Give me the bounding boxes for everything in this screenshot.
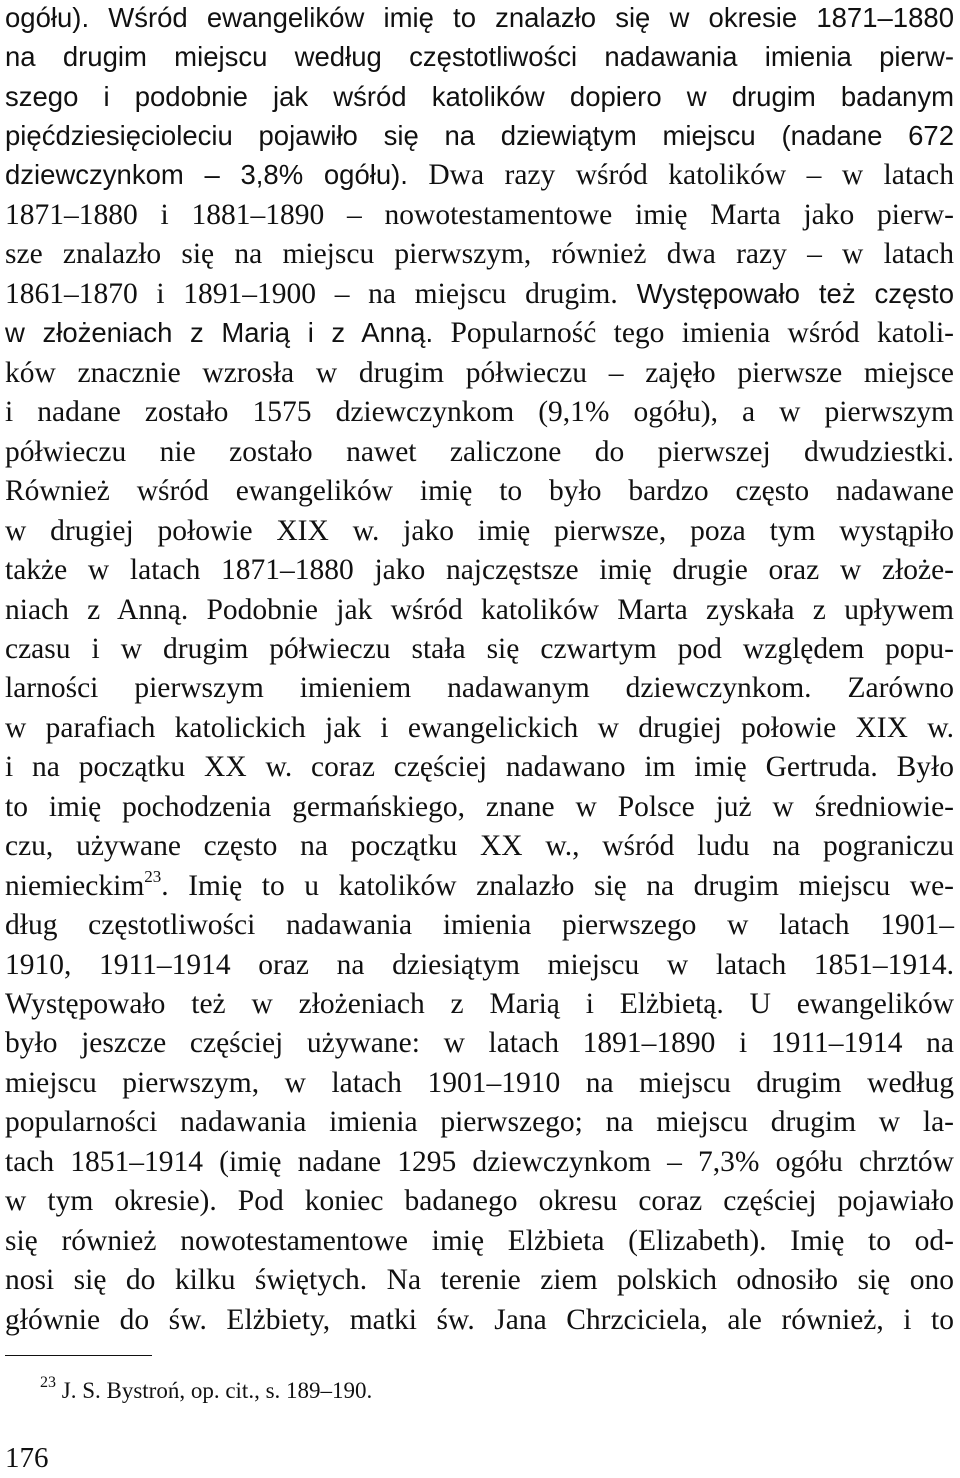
- body-line-8-part-b: Występowało też często: [617, 278, 954, 309]
- body-line-5-part-a: dziewczynkom – 3,8% ogółu).: [5, 159, 408, 190]
- body-line-8-part-a: 1861–1870 i 1891–1900 – na miejscu drugim.: [5, 278, 618, 310]
- footnote-reference-23[interactable]: 23: [144, 867, 162, 886]
- body-line-28: miejscu pierwszym, w latach 1901–1910 na miejscu drugim według: [5, 1067, 954, 1099]
- body-line-25: 1910, 1911–1914 oraz na dziesiątym miejscu w latach 1851–1914.: [5, 949, 954, 981]
- body-line-19: w parafiach katolickich jak i ewangelickich w drugiej połowie XIX w.: [5, 712, 954, 744]
- body-line-24: dług częstotliwości nadawania imienia pierwszego w latach 1901–: [5, 909, 954, 941]
- page-number: 176: [5, 1442, 49, 1474]
- body-line-16: niach z Anną. Podobnie jak wśród katolików Marta zyskała z upływem: [5, 594, 954, 626]
- body-line-18: larności pierwszym imieniem nadawanym dziewczynkom. Zarówno: [5, 672, 954, 704]
- body-line-6: 1871–1880 i 1881–1890 – nowotestamentowe imię Marta jako pierw-: [5, 199, 954, 231]
- body-line-10: ków znacznie wzrosła w drugim półwieczu – zajęło pierwsze miejsce: [5, 357, 954, 389]
- body-line-27: było jeszcze częściej używane: w latach 1891–1890 i 1911–1914 na: [5, 1027, 954, 1059]
- body-line-33: nosi się do kilku świętych. Na terenie ziem polskich odnosiło się ono: [5, 1264, 954, 1296]
- body-line-3: szego i podobnie jak wśród katolików dopiero w drugim badanym: [5, 81, 954, 112]
- body-line-26: Występowało też w złożeniach z Marią i Elżbietą. U ewangelików: [5, 988, 954, 1020]
- body-line-23-part-a: niemieckim: [5, 870, 145, 902]
- body-line-21: to imię pochodzenia germańskiego, znane w Polsce już w średniowie-: [5, 791, 954, 823]
- body-line-34: głównie do św. Elżbiety, matki św. Jana Chrzciciela, ale również, i to: [5, 1304, 954, 1336]
- body-line-8: [5, 276, 954, 312]
- footnote-separator: [5, 1355, 152, 1356]
- body-line-23: [5, 868, 954, 904]
- footnote-23: [40, 1376, 372, 1406]
- body-line-7: sze znalazło się na miejscu pierwszym, również dwa razy – w latach: [5, 238, 954, 270]
- body-line-14: w drugiej połowie XIX w. jako imię pierwsze, poza tym wystąpiło: [5, 515, 954, 547]
- body-line-29: popularności nadawania imienia pierwszego; na miejscu drugim w la-: [5, 1106, 954, 1138]
- footnote-text: J. S. Bystroń, op. cit., s. 189–190.: [56, 1378, 373, 1403]
- body-line-11: i nadane zostało 1575 dziewczynkom (9,1% ogółu), a w pierwszym: [5, 396, 954, 428]
- body-line-32: się również nowotestamentowe imię Elżbieta (Elizabeth). Imię to od-: [5, 1225, 954, 1257]
- body-line-22: czu, używane często na początku XX w., wśród ludu na pograniczu: [5, 830, 954, 862]
- body-line-17: czasu i w drugim półwieczu stała się czwartym pod względem popu-: [5, 633, 954, 665]
- footnote-marker: 23: [40, 1374, 56, 1391]
- body-line-5-part-b: Dwa razy wśród katolików – w latach: [407, 159, 954, 191]
- body-line-15: także w latach 1871–1880 jako najczęstsze imię drugie oraz w złoże-: [5, 554, 954, 586]
- body-line-9: [5, 315, 954, 351]
- body-line-2: na drugim miejscu według częstotliwości nadawania imienia pierw-: [5, 41, 954, 72]
- body-line-23-part-b: . Imię to u katolików znalazło się na drugim miejscu we-: [161, 870, 954, 902]
- body-line-30: tach 1851–1914 (imię nadane 1295 dziewczynkom – 7,3% ogółu chrztów: [5, 1146, 954, 1178]
- body-line-5: [5, 157, 954, 193]
- body-line-13: Również wśród ewangelików imię to było bardzo często nadawane: [5, 475, 954, 507]
- body-line-31: w tym okresie). Pod koniec badanego okresu coraz częściej pojawiało: [5, 1185, 954, 1217]
- body-line-12: półwieczu nie zostało nawet zaliczone do pierwszej dwudziestki.: [5, 436, 954, 468]
- body-line-1: ogółu). Wśród ewangelików imię to znalazło się w okresie 1871–1880: [5, 2, 954, 33]
- body-line-4: pięćdziesięcioleciu pojawiło się na dziewiątym miejscu (nadane 672: [5, 120, 954, 151]
- body-line-9-part-b: Popularność tego imienia wśród katoli-: [433, 317, 954, 349]
- body-line-9-part-a: w złożeniach z Marią i z Anną.: [5, 317, 434, 348]
- body-line-20: i na początku XX w. coraz częściej nadawano im imię Gertruda. Było: [5, 751, 954, 783]
